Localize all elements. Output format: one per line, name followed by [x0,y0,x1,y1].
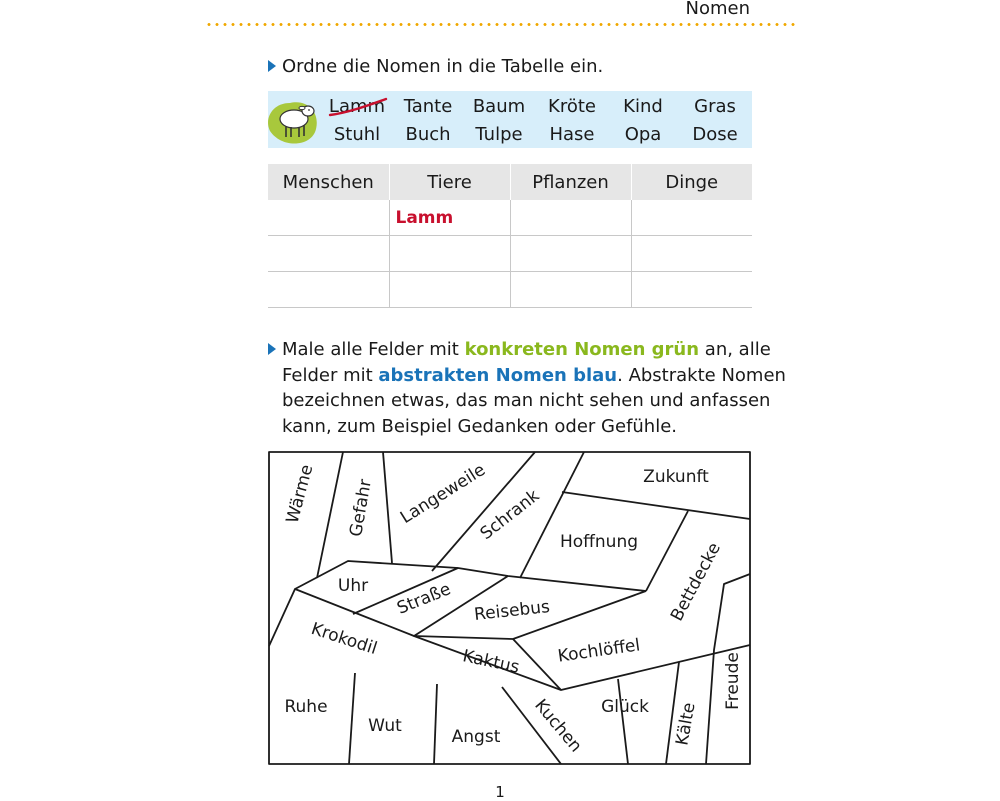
word-kind: Kind [623,96,663,117]
column-header-tiere: Tiere [389,164,510,200]
table-cell[interactable] [510,272,631,308]
task2-text-part: . Abstrakte Nomen [617,364,786,386]
dotted-divider [205,23,797,26]
example-answer: Lamm [395,207,454,228]
task1-instruction [268,54,603,80]
puzzle-word-reisebus[interactable]: Reisebus [473,597,551,625]
concrete-nouns-green: konkreten Nomen grün [464,339,700,360]
puzzle-word-strasse[interactable]: Straße [394,579,454,619]
abstract-nouns-blue: abstrakten Nomen blau [378,364,618,386]
sorting-table [268,164,752,308]
strike-through-mark [328,97,388,119]
word-tulpe: Tulpe [475,124,523,145]
table-row [268,236,752,272]
word-tante: Tante [403,96,453,117]
puzzle-word-freude[interactable]: Freude [723,652,743,710]
bullet-arrow-icon [268,60,276,72]
table-row [268,272,752,308]
word-baum: Baum [472,96,526,117]
table-cell[interactable] [510,200,631,236]
puzzle-word-kaelte[interactable]: Kälte [672,701,700,747]
coloring-puzzle [268,451,751,765]
table-cell[interactable] [631,272,752,308]
table-cell[interactable] [389,272,510,308]
bullet-arrow-icon [268,343,276,355]
column-header-menschen: Menschen [268,164,389,200]
puzzle-word-kuchen[interactable]: Kuchen [530,695,586,757]
puzzle-word-krokodil[interactable]: Krokodil [308,618,380,660]
task2-instruction [268,337,786,439]
puzzle-word-kaktus[interactable]: Kaktus [460,646,522,678]
task2-text-part: an, alle [699,339,771,360]
table-cell[interactable] [268,200,389,236]
table-cell[interactable] [268,272,389,308]
word-bank [268,91,752,148]
puzzle-word-ruhe[interactable]: Ruhe [284,697,328,717]
word-hase: Hase [549,124,595,145]
page-header-title: Nomen [685,0,750,19]
puzzle-word-zukunft[interactable]: Zukunft [643,467,709,487]
puzzle-word-uhr[interactable]: Uhr [337,576,369,596]
table-cell[interactable] [631,236,752,272]
word-kroete: Kröte [548,96,596,117]
table-cell[interactable] [389,236,510,272]
word-opa: Opa [624,124,662,145]
word-stuhl: Stuhl [333,124,381,145]
puzzle-word-angst[interactable]: Angst [451,727,501,747]
puzzle-word-glueck[interactable]: Glück [601,697,649,717]
puzzle-word-wut[interactable]: Wut [368,716,402,736]
puzzle-word-langeweile[interactable]: Langeweile [396,460,490,528]
table-cell[interactable] [268,236,389,272]
puzzle-word-bettdecke[interactable]: Bettdecke [667,539,725,625]
column-header-pflanzen: Pflanzen [510,164,631,200]
word-lamm: Lamm [328,96,386,117]
table-cell[interactable] [631,200,752,236]
table-row [268,200,752,236]
word-buch: Buch [405,124,451,145]
puzzle-word-kochloeffel[interactable]: Kochlöffel [556,635,642,667]
task2-text-part: Felder mit [282,364,379,386]
puzzle-word-hoffnung[interactable]: Hoffnung [559,532,639,552]
table-cell[interactable] [389,200,510,236]
puzzle-word-waerme[interactable]: Wärme [282,462,318,526]
task2-text-part: bezeichnen etwas, das man nicht sehen und anfassen [282,390,771,411]
sheep-icon [262,89,328,149]
task1-text: Ordne die Nomen in die Tabelle ein. [282,56,604,77]
task2-text-part: Male alle Felder mit [282,339,465,360]
word-gras: Gras [694,96,736,117]
page-number: 1 [495,783,505,801]
task2-text-part: kann, zum Beispiel Gedanken oder Gefühle. [282,415,678,437]
puzzle-word-schrank[interactable]: Schrank [476,485,544,545]
word-dose: Dose [692,124,738,145]
table-cell[interactable] [510,236,631,272]
puzzle-word-gefahr[interactable]: Gefahr [346,477,376,539]
column-header-dinge: Dinge [631,164,752,200]
